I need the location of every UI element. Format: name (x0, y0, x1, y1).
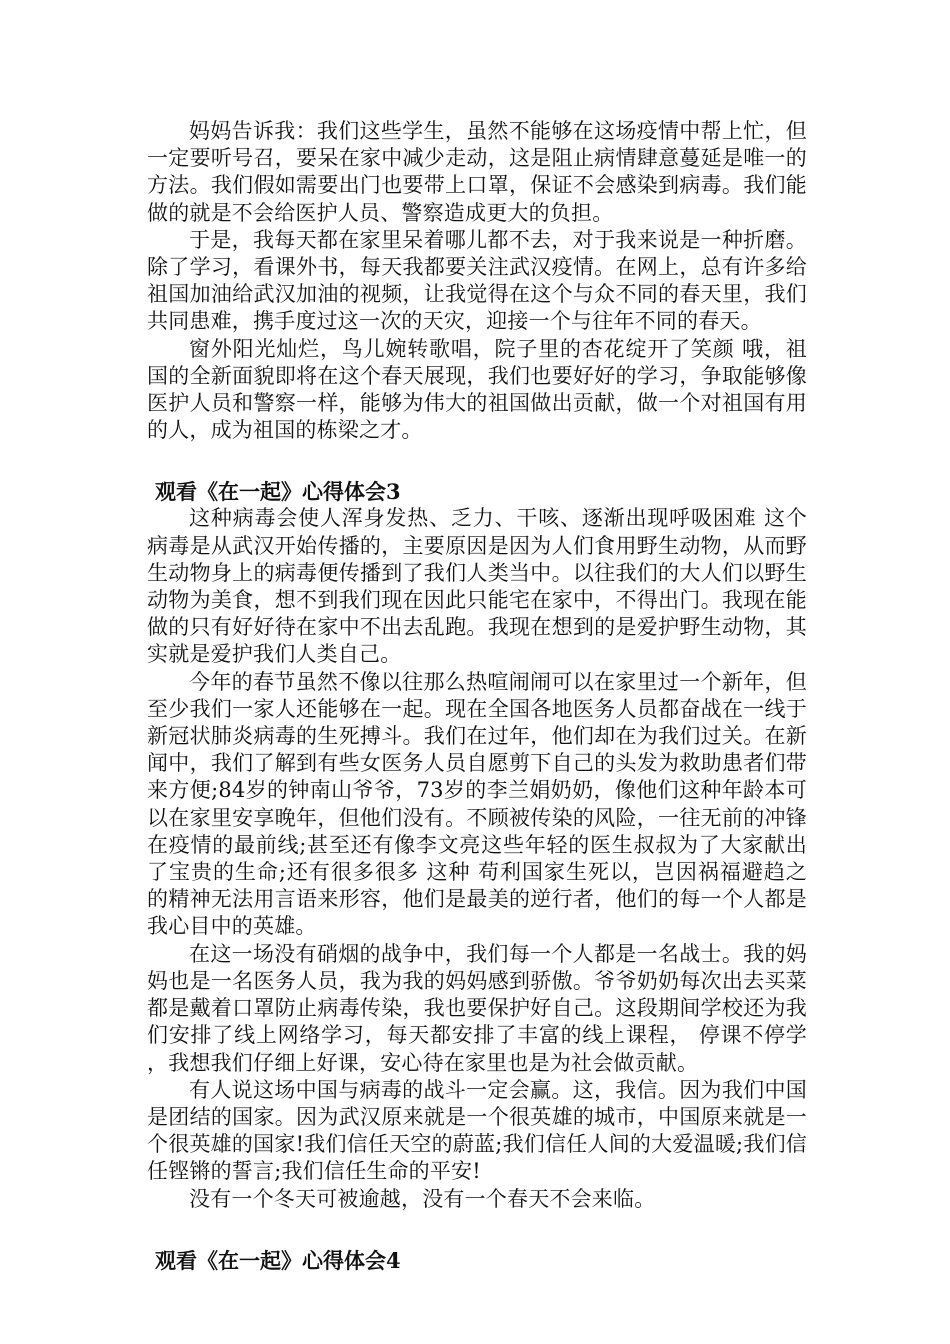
paragraph: 窗外阳光灿烂，鸟儿婉转歌唱，院子里的杏花绽开了笑颜 哦，祖国的全新面貌即将在这个春天展现，我们也要好好的学习，争取能够像医护人员和警察一样，能够为伟大的祖国做出贡献，做一个对祖国有用的人，成为祖国的栋梁之才。 (147, 336, 807, 443)
paragraph: 今年的春节虽然不像以往那么热喧闹闹可以在家里过一个新年，但至少我们一家人还能够在一起。现在全国各地医务人员都奋战在一线于新冠状肺炎病毒的生死搏斗。我们在过年，他们却在为我们过关。在新闻中，我们了解到有些女医务人员自愿剪下自己的头发为救助患者们带来方便;84岁的钟南山爷爷，73岁的李兰娟奶奶，像他们这种年龄本可以在家里安享晚年，但他们没有。不顾被传染的风险，一往无前的冲锋在疫情的最前线;甚至还有像李文亮这些年轻的医生叔叔为了大家献出了宝贵的生命;还有很多很多 这种 苟利国家生死以，岂因祸福避趋之 的精神无法用言语来形容，他们是最美的逆行者，他们的每一个人都是我心目中的英雄。 (147, 669, 807, 939)
paragraph: 妈妈告诉我：我们这些学生，虽然不能够在这场疫情中帮上忙，但一定要听号召，要呆在家中减少走动，这是阻止病情肆意蔓延是唯一的方法。我们假如需要出门也要带上口罩，保证不会感染到病毒。我们能做的就是不会给医护人员、警察造成更大的负担。 (147, 119, 807, 225)
paragraph: 没有一个冬天可被逾越，没有一个春天不会来临。 (189, 1186, 656, 1211)
paragraph: 于是，我每天都在家里呆着哪儿都不去，对于我来说是一种折磨。除了学习，看课外书，每天我都要关注武汉疫情。在网上，总有许多给祖国加油给武汉加油的视频，让我觉得在这个与众不同的春天里，我们共同患难，携手度过这一次的天灾，迎接一个与往年不同的春天。 (147, 227, 807, 334)
paragraph: 在这一场没有硝烟的战争中，我们每一个人都是一名战士。我的妈妈也是一名医务人员，我为我的妈妈感到骄傲。爷爷奶奶每次出去买菜都是戴着口罩防止病毒传染，我也要保护好自己。这段期间学校还为我们安排了线上网络学习，每天都安排了丰富的线上课程， 停课不停学 ，我想我们仔细上好课，安心待在家里也是为社会做贡献。 (147, 941, 807, 1075)
paragraph: 这种病毒会使人浑身发热、乏力、干咳、逐渐出现呼吸困难 这个病毒是从武汉开始传播的，主要原因是因为人们食用野生动物，从而野生动物身上的病毒便传播到了我们人类当中。以往我们的大人们以野生动物为美食，想不到我们现在因此只能宅在家中，不得出门。我现在能做的只有好好待在家中不出去乱跑。我现在想到的是爱护野生动物，其实就是爱护我们人类自己。 (147, 506, 807, 667)
section-heading-4: 观看《在一起》心得体会4 (155, 1247, 401, 1273)
document-body (147, 118, 807, 1274)
paragraph: 有人说这场中国与病毒的战斗一定会赢。这，我信。因为我们中国是团结的国家。因为武汉原来就是一个很英雄的城市，中国原来就是一个很英雄的国家!我们信任天空的蔚蓝;我们信任人间的大爱温暖;我们信任铿锵的誓言;我们信任生命的平安! (147, 1077, 807, 1184)
section-heading-3: 观看《在一起》心得体会3 (155, 479, 401, 505)
